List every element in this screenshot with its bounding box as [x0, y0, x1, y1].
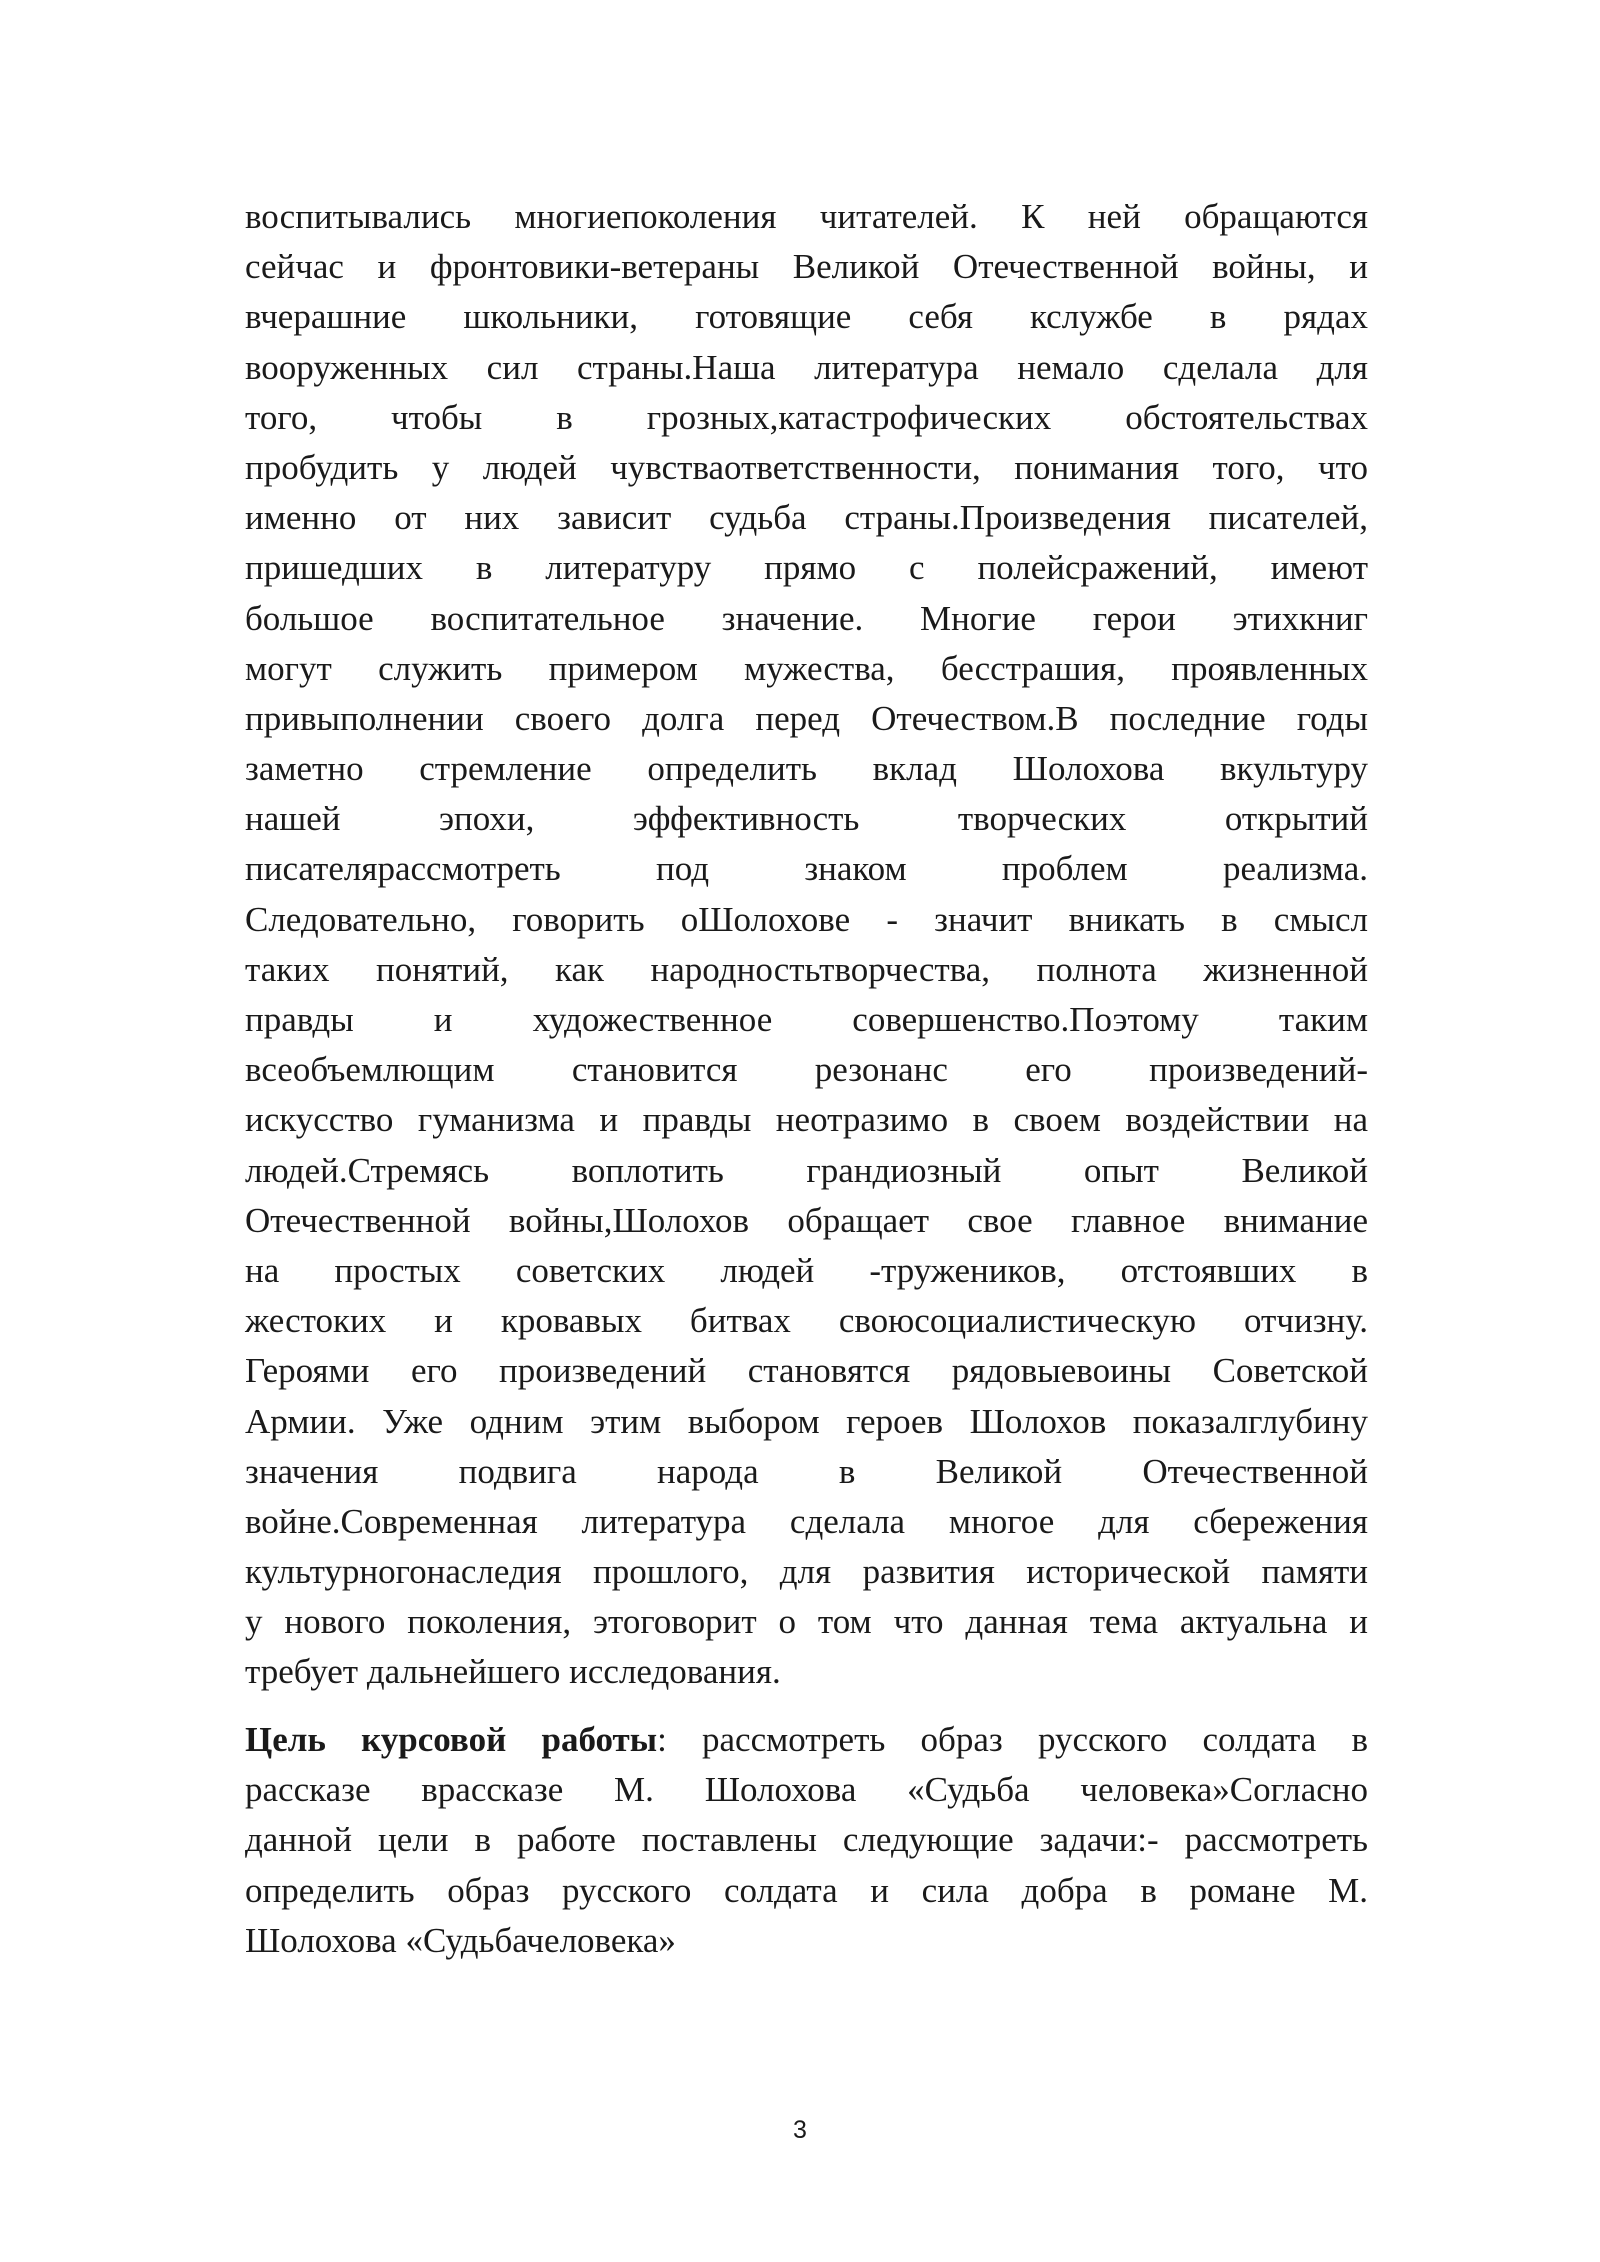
goal-line: определить образ русского солдата и сила добра в романе М. — [245, 1870, 1368, 1910]
body-line: большое воспитательное значение. Многие герои этихкниг — [245, 598, 1368, 638]
body-line: именно от них зависит судьба страны.Произведения писателей, — [245, 498, 1368, 538]
body-line: людей.Стремясь воплотить грандиозный опыт Великой — [245, 1150, 1368, 1190]
body-line: того, чтобы в грозных,катастрофических обстоятельствах — [245, 397, 1368, 437]
body-line: таких понятий, как народностьтворчества, полнота жизненной — [245, 949, 1368, 989]
body-line: Героями его произведений становятся рядовыевоины Советской — [245, 1351, 1368, 1391]
goal-line-first — [245, 1715, 1368, 1765]
goal-label: Цель курсовой работы — [245, 1720, 658, 1759]
body-line: писателярассмотреть под знаком проблем реализма. — [245, 849, 1368, 889]
body-line: культурногонаследия прошлого, для развития исторической памяти — [245, 1552, 1368, 1592]
body-line: у нового поколения, этоговорит о том что данная тема актуальна и — [245, 1602, 1368, 1642]
body-line-last: требует дальнейшего исследования. — [245, 1652, 781, 1692]
body-line: пробудить у людей чувстваответственности, понимания того, что — [245, 447, 1368, 487]
body-line: сейчас и фронтовики-ветераны Великой Отечественной войны, и — [245, 247, 1368, 287]
body-text — [245, 192, 1368, 1698]
body-line: Следовательно, говорить оШолохове - значит вникать в смысл — [245, 899, 1368, 939]
body-line: могут служить примером мужества, бесстрашия, проявленных — [245, 648, 1368, 688]
body-line: Отечественной войны,Шолохов обращает свое главное внимание — [245, 1200, 1368, 1240]
page-number: 3 — [793, 2116, 807, 2144]
body-line: жестоких и кровавых битвах своюсоциалистическую отчизну. — [245, 1301, 1368, 1341]
body-line: всеобъемлющим становится резонанс его произведений- — [245, 1050, 1368, 1090]
goal-line: рассказе врассказе М. Шолохова «Судьба человека»Согласно — [245, 1770, 1368, 1810]
body-line: вчерашние школьники, готовящие себя кслужбе в рядах — [245, 297, 1368, 337]
body-line: Армии. Уже одним этим выбором героев Шолохов показалглубину — [245, 1401, 1368, 1441]
goal-line: данной цели в работе поставлены следующие задачи:- рассмотреть — [245, 1820, 1368, 1860]
body-line: вооруженных сил страны.Наша литература немало сделала для — [245, 347, 1368, 387]
body-line: искусство гуманизма и правды неотразимо в своем воздействии на — [245, 1100, 1368, 1140]
body-line: привыполнении своего долга перед Отечеством.В последние годы — [245, 698, 1368, 738]
goal-line-last: Шолохова «Судьбачеловека» — [245, 1920, 676, 1960]
body-line: нашей эпохи, эффективность творческих открытий — [245, 799, 1368, 839]
body-line: на простых советских людей -тружеников, отстоявших в — [245, 1250, 1368, 1290]
body-line: заметно стремление определить вклад Шолохова вкультуру — [245, 749, 1368, 789]
body-line: пришедших в литературу прямо с полейсражений, имеют — [245, 548, 1368, 588]
body-line: войне.Современная литература сделала многое для сбережения — [245, 1501, 1368, 1541]
course-goal-paragraph — [245, 1715, 1368, 1966]
goal-text: : рассмотреть образ русского солдата в — [657, 1720, 1368, 1759]
body-line: значения подвига народа в Великой Отечественной — [245, 1451, 1368, 1491]
body-line: воспитывались многиепоколения читателей. К ней обращаются — [245, 197, 1368, 236]
body-line: правды и художественное совершенство.Поэтому таким — [245, 1000, 1368, 1039]
